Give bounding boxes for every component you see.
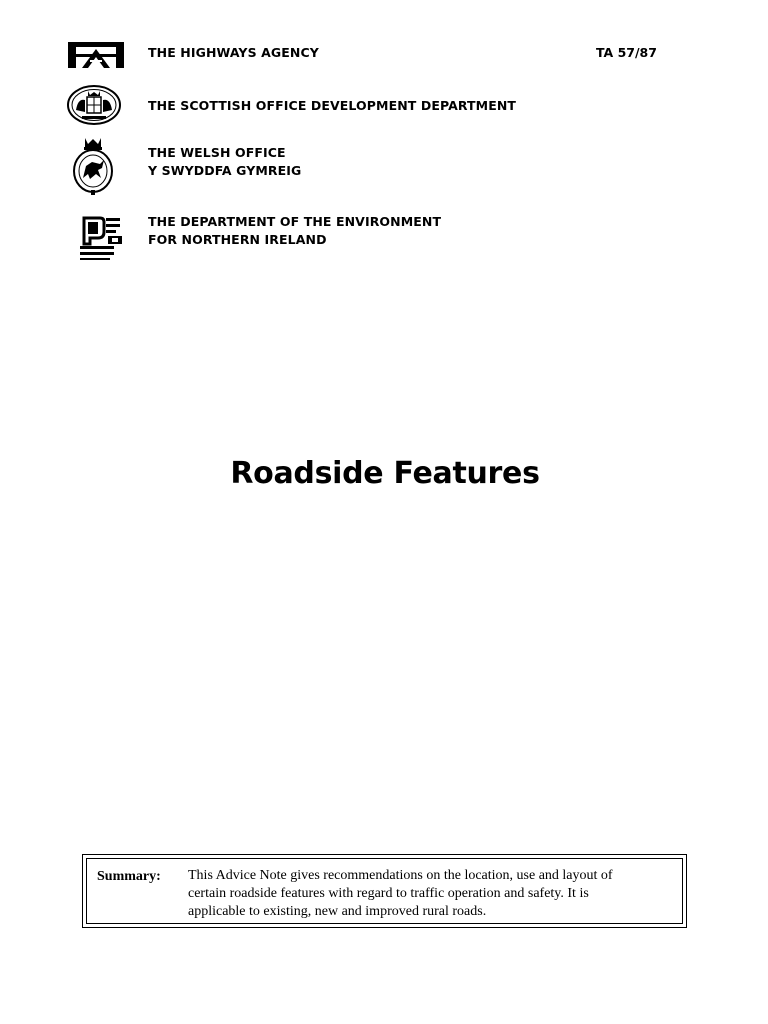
summary-box: [82, 854, 687, 928]
summary-label: Summary:: [97, 869, 161, 884]
agency-name: [148, 97, 516, 115]
scottish-office-crest: [66, 84, 122, 126]
agency-name-line: Y SWYDDFA GYMREIG: [148, 163, 302, 178]
agency-name: [148, 144, 301, 180]
summary-line: applicable to existing, new and improved rural roads.: [188, 904, 487, 919]
agency-name-line: THE WELSH OFFICE: [148, 145, 286, 160]
welsh-office-crest: [70, 134, 116, 196]
agency-name-line: THE HIGHWAYS AGENCY: [148, 45, 319, 60]
summary-text: [188, 867, 668, 921]
agency-name: [148, 44, 319, 62]
summary-inner-border: [86, 858, 683, 924]
agency-name-line: FOR NORTHERN IRELAND: [148, 232, 327, 247]
document-title: Roadside Features: [230, 456, 540, 491]
highways-agency-logo: [66, 40, 126, 70]
summary-line: certain roadside features with regard to traffic operation and safety. It is: [188, 886, 589, 901]
agency-name-line: THE DEPARTMENT OF THE ENVIRONMENT: [148, 214, 442, 229]
agency-name-line: THE SCOTTISH OFFICE DEVELOPMENT DEPARTMENT: [148, 98, 517, 113]
agency-name: [148, 213, 441, 249]
doe-northern-ireland-logo: [78, 212, 128, 266]
summary-line: This Advice Note gives recommendations on the location, use and layout of: [188, 868, 613, 883]
document-reference: TA 57/87: [596, 45, 657, 60]
